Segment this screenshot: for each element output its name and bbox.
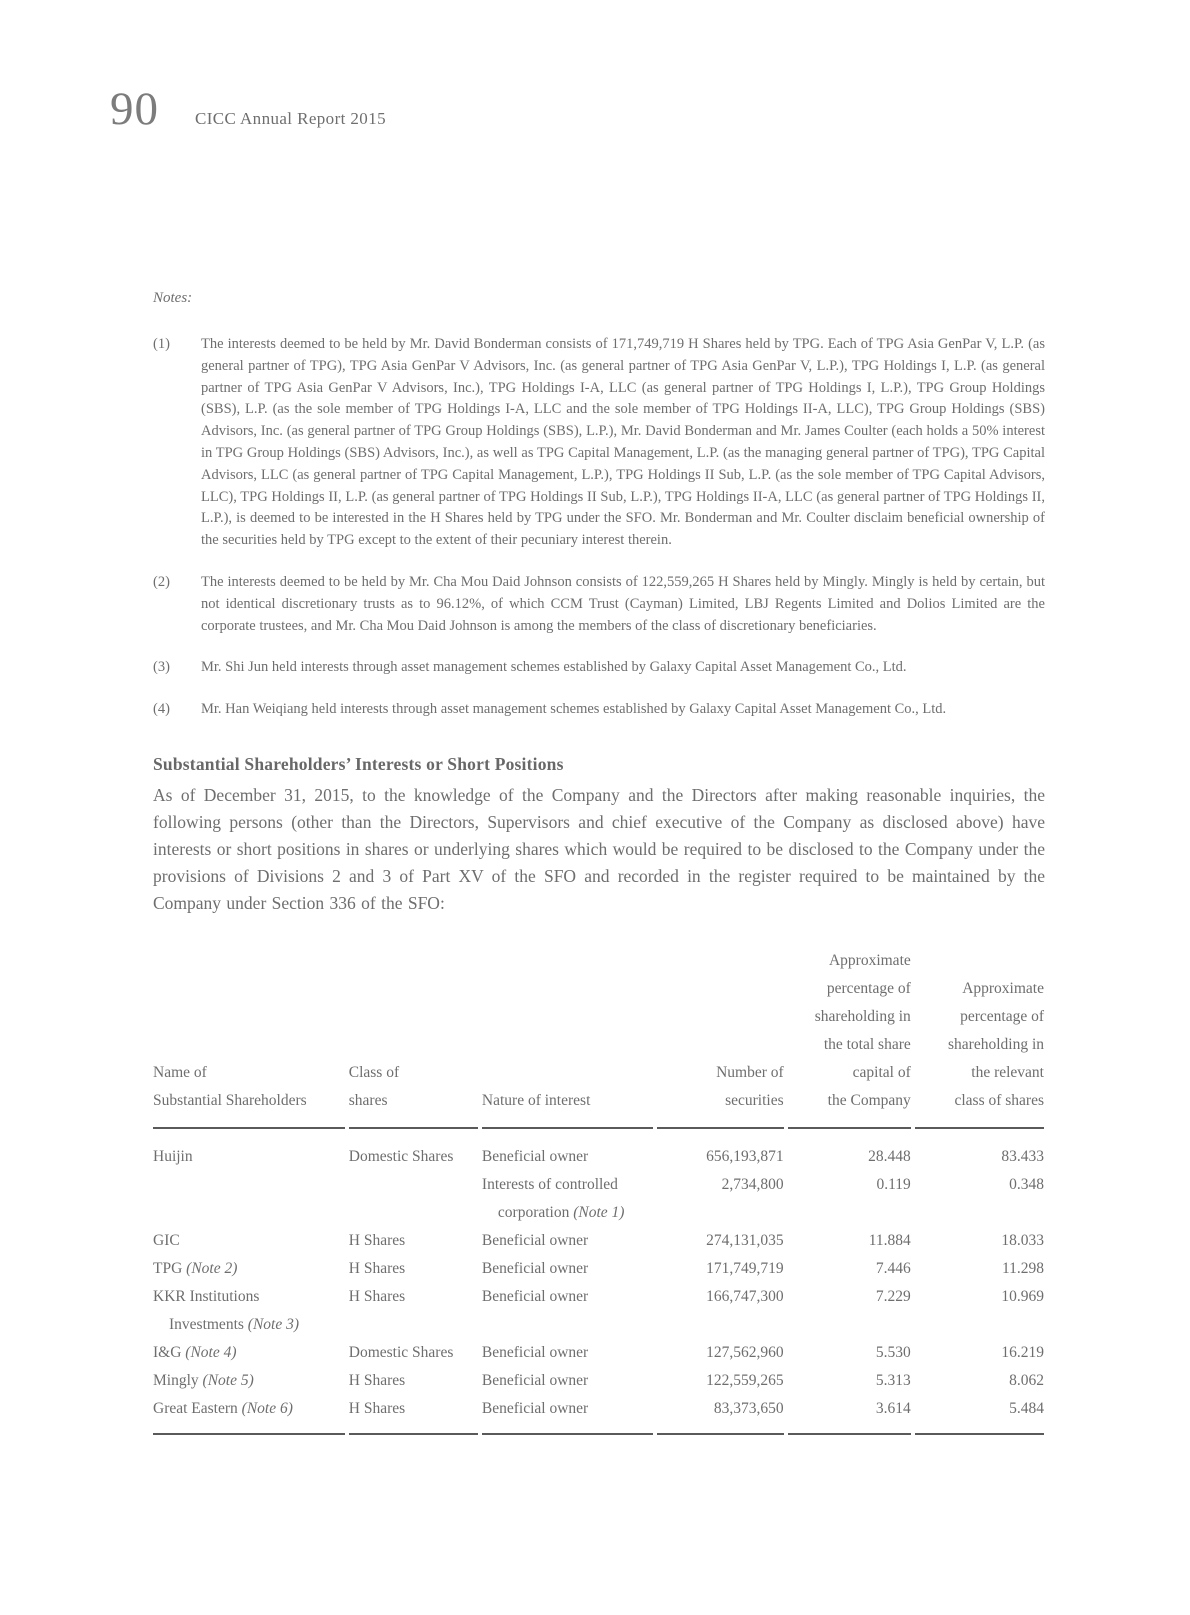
note-item xyxy=(153,699,1045,721)
cell-pct-total: 0.119 xyxy=(876,1175,911,1193)
cell-nature: Beneficial owner xyxy=(482,1395,654,1435)
cell-share-class: Domestic Shares xyxy=(348,1147,454,1165)
cell-pct-total: 28.448 xyxy=(868,1147,911,1165)
table-row xyxy=(153,1283,1044,1311)
cell-shareholder-name: KKR Institutions xyxy=(153,1287,260,1305)
cell-pct-class: 5.484 xyxy=(915,1395,1044,1435)
table-row xyxy=(153,1129,1044,1171)
col-header-nature: Nature of interest xyxy=(482,947,654,1129)
cell-shareholder-name xyxy=(153,1171,345,1199)
cell-pct-class: 10.969 xyxy=(1001,1287,1044,1305)
cell-nature xyxy=(482,1311,654,1339)
cell-nature: Beneficial owner xyxy=(481,1147,589,1165)
note-item xyxy=(153,334,1045,552)
cell-pct-total: 7.446 xyxy=(875,1259,911,1277)
cell-securities: 127,562,960 xyxy=(706,1343,784,1361)
note-item xyxy=(153,572,1045,637)
cell-pct-total xyxy=(788,1311,911,1339)
cell-pct-class: 83.433 xyxy=(1001,1147,1044,1165)
cell-share-class: H Shares xyxy=(348,1287,406,1305)
cell-pct-total: 5.313 xyxy=(875,1371,911,1389)
note-number: (4) xyxy=(153,701,170,718)
notes-label: Notes: xyxy=(153,290,193,306)
cell-pct-total: 3.614 xyxy=(788,1395,911,1435)
cell-share-class xyxy=(349,1199,478,1227)
cell-share-class: H Shares xyxy=(348,1259,406,1277)
cell-pct-class xyxy=(915,1311,1044,1339)
note-text: The interests deemed to be held by Mr. Cha Mou Daid Johnson consists of 122,559,265 H Shares held by Mingly. Mingly is held by certain, but not identical discretionary trusts as to 96.12%, of which CCM Trust (Cayman) Limited, LBJ Regents Limited and Dolios Limited are the corporate trustees, and Mr. Cha Mou Daid Johnson is among the members of the class of discretionary beneficiaries. xyxy=(201,573,1045,634)
note-number: (1) xyxy=(153,336,170,352)
table-row xyxy=(153,1311,1044,1339)
cell-nature: Interests of controlled xyxy=(481,1175,618,1193)
cell-nature: Beneficial owner xyxy=(481,1259,589,1277)
cell-securities: 274,131,035 xyxy=(706,1231,784,1249)
cell-pct-class: 11.298 xyxy=(1001,1259,1044,1277)
cell-share-class xyxy=(349,1171,478,1199)
cell-securities: 2,734,800 xyxy=(721,1175,784,1193)
note-text: Mr. Shi Jun held interests through asset management schemes established by Galaxy Capital Asset Management Co., Ltd. xyxy=(201,659,907,676)
report-title: CICC Annual Report 2015 xyxy=(195,109,387,128)
cell-pct-total: 11.884 xyxy=(868,1231,911,1249)
table-row xyxy=(153,1171,1044,1199)
col-header-class: Class of shares xyxy=(349,947,478,1129)
cell-pct-total: 7.229 xyxy=(875,1287,911,1305)
cell-securities: 122,559,265 xyxy=(706,1371,784,1389)
table-row xyxy=(153,1255,1044,1283)
cell-securities: 656,193,871 xyxy=(706,1147,784,1165)
cell-pct-total: 5.530 xyxy=(875,1343,911,1361)
cell-securities xyxy=(657,1311,783,1339)
cell-nature: Beneficial owner xyxy=(481,1371,589,1389)
cell-securities xyxy=(657,1199,783,1227)
col-header-name: Name of Substantial Shareholders xyxy=(153,947,345,1129)
cell-nature: Beneficial owner xyxy=(481,1343,589,1361)
table-row xyxy=(153,1199,1044,1227)
cell-shareholder-name: Investments (Note 3) xyxy=(169,1315,300,1333)
cell-securities: 83,373,650 xyxy=(657,1395,783,1435)
cell-securities: 166,747,300 xyxy=(706,1287,784,1305)
table-header xyxy=(153,947,1044,1129)
page-header xyxy=(110,83,387,135)
cell-securities: 171,749,719 xyxy=(706,1259,784,1277)
cell-shareholder-name: I&G (Note 4) xyxy=(153,1343,237,1361)
cell-pct-class: 0.348 xyxy=(1009,1175,1044,1193)
cell-share-class: Domestic Shares xyxy=(348,1343,454,1361)
page-number: 90 xyxy=(110,83,159,135)
col-header-pct-class: Approximate percentage of shareholding in the relevant class of shares xyxy=(915,947,1044,1129)
cell-share-class xyxy=(349,1311,478,1339)
cell-shareholder-name: TPG (Note 2) xyxy=(153,1259,238,1277)
table-row xyxy=(153,1395,1044,1435)
cell-pct-class: 16.219 xyxy=(1001,1343,1044,1361)
col-header-securities: Number of securities xyxy=(657,947,783,1129)
table-body xyxy=(153,1129,1044,1435)
cell-pct-class xyxy=(915,1199,1044,1227)
note-item xyxy=(153,657,1045,679)
cell-nature: Beneficial owner xyxy=(481,1287,589,1305)
cell-shareholder-name: GIC xyxy=(153,1231,180,1249)
cell-shareholder-name: Great Eastern (Note 6) xyxy=(153,1395,345,1435)
note-text: The interests deemed to be held by Mr. David Bonderman consists of 171,749,719 H Shares held by TPG. Each of TPG Asia GenPar V, L.P. (as general partner of TPG), TPG Asia GenPar V Advisors, Inc. (as general partner of TPG Asia GenPar V, L.P.), TPG Holdings I, L.P. (as general partner of TPG Asia GenPar V Advisors, Inc.), TPG Holdings I-A, LLC (as general partner of TPG Holdings I, L.P.), TPG Group Holdings (SBS), L.P. (as the sole member of TPG Holdings I-A, LLC and the sole member of TPG Holdings II-A, LLC), TPG Group Holdings (SBS) Advisors, Inc. (as general partner of TPG Group Holdings (SBS), L.P.), Mr. David Bonderman and Mr. James Coulter (each holds a 50% interest in TPG Group Holdings (SBS) Advisors, Inc.), as well as TPG Capital Management, L.P. (as the managing general partner of TPG), TPG Capital Advisors, LLC (as general partner of TPG Capital Management, L.P.), TPG Holdings II Sub, L.P. (as the sole member of TPG Capital Advisors, LLC), TPG Holdings II, L.P. (as general partner of TPG Holdings II Sub, L.P.), TPG Holdings II-A, LLC (as general partner of TPG Holdings II, L.P.), is deemed to be interested in the H Shares held by TPG under the SFO. Mr. Bonderman and Mr. Coulter disclaim beneficial ownership of the securities held by TPG except to the extent of their pecuniary interest therein. xyxy=(201,336,1045,549)
note-text: Mr. Han Weiqiang held interests through asset management schemes established by Galaxy Capital Asset Management Co., Ltd. xyxy=(201,701,947,718)
section-heading: Substantial Shareholders’ Interests or Short Positions xyxy=(153,753,564,774)
cell-share-class: H Shares xyxy=(348,1371,406,1389)
col-header-pct-total: Approximate percentage of shareholding in the total share capital of the Company xyxy=(788,947,911,1129)
cell-shareholder-name xyxy=(153,1199,345,1227)
table-row xyxy=(153,1339,1044,1367)
cell-shareholder-name: Huijin xyxy=(153,1147,193,1165)
cell-pct-class: 8.062 xyxy=(1009,1371,1044,1389)
substantial-shareholders-table xyxy=(149,947,1048,1435)
table-row xyxy=(153,1367,1044,1395)
cell-pct-class: 18.033 xyxy=(1001,1231,1044,1249)
cell-nature: corporation (Note 1) xyxy=(497,1203,625,1221)
note-number: (3) xyxy=(153,659,170,676)
cell-nature: Beneficial owner xyxy=(481,1231,589,1249)
cell-shareholder-name: Mingly (Note 5) xyxy=(153,1371,254,1389)
section-intro: As of December 31, 2015, to the knowledge of the Company and the Directors after making reasonable inquiries, the following persons (other than the Directors, Supervisors and chief executive of the Company as disclosed above) have interests or short positions in shares or underlying shares which would be required to be disclosed to the Company under the provisions of Divisions 2 and 3 of Part XV of the SFO and recorded in the register required to be maintained by the Company under Section 336 of the SFO: xyxy=(153,784,1045,913)
page-content xyxy=(153,290,1045,1435)
cell-pct-total xyxy=(788,1199,911,1227)
table-row xyxy=(153,1227,1044,1255)
note-number: (2) xyxy=(153,573,170,590)
cell-share-class: H Shares xyxy=(348,1231,406,1249)
cell-share-class: H Shares xyxy=(349,1395,478,1435)
